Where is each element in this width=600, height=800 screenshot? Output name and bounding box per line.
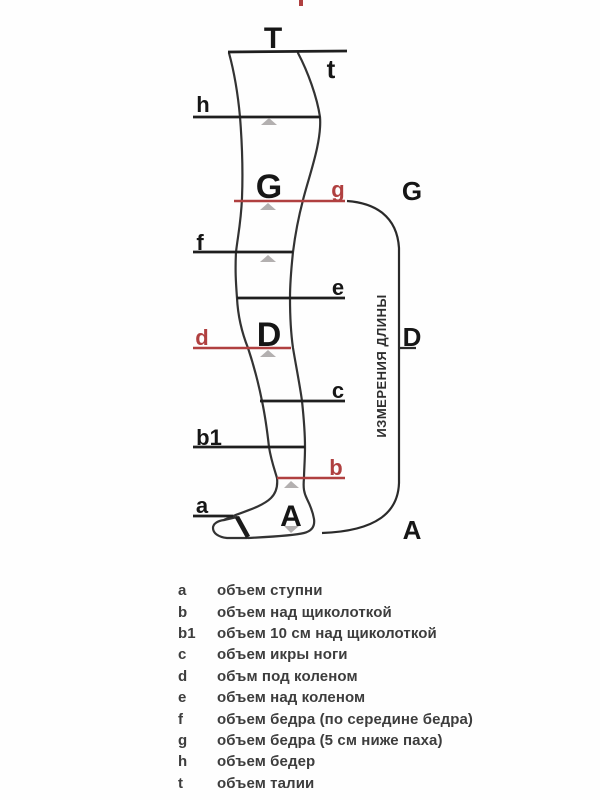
marker-triangle-f <box>260 255 276 262</box>
leg-right-contour <box>248 53 320 538</box>
legend-description: объем над щиколоткой <box>217 603 392 621</box>
legend-row-h <box>0 751 600 772</box>
measurement-legend <box>0 580 600 794</box>
label-t: t <box>326 54 336 84</box>
label-b-red: b <box>329 455 343 480</box>
label-G-right: G <box>401 176 423 206</box>
legend-row-e <box>0 687 600 708</box>
legend-key: e <box>178 689 187 707</box>
toe-cap-wedge <box>237 517 248 537</box>
label-A-right: A <box>402 515 422 545</box>
label-c: c <box>331 378 345 403</box>
legend-key: c <box>178 646 187 664</box>
marker-triangle-h <box>261 118 277 125</box>
legend-description: объм под коленом <box>217 667 358 685</box>
legend-row-c <box>0 644 600 665</box>
label-e: e <box>331 275 345 300</box>
legend-row-t <box>0 773 600 794</box>
legend-key: a <box>178 582 187 600</box>
legend-row-a <box>0 580 600 601</box>
legend-description: объем над коленом <box>217 689 366 707</box>
legend-row-f <box>0 708 600 729</box>
label-A-main: A <box>280 500 302 533</box>
legend-description: объем икры ноги <box>217 646 348 664</box>
legend-description: объем бедер <box>217 753 316 771</box>
legend-key: g <box>178 731 188 749</box>
label-T: T <box>263 22 283 55</box>
cropped-red-text-fragment <box>299 0 303 6</box>
legend-description: объем бедра (по середине бедра) <box>217 710 473 728</box>
marker-triangle-b <box>284 481 299 488</box>
legend-key: b1 <box>178 624 196 642</box>
legend-key: d <box>178 667 188 685</box>
legend-key: b <box>178 603 188 621</box>
legend-row-d <box>0 666 600 687</box>
legend-description: объем талии <box>217 774 315 792</box>
legend-description: объем бедра (5 см ниже паха) <box>217 731 443 749</box>
label-h: h <box>196 92 210 117</box>
legend-description: объем 10 см над щиколоткой <box>217 624 437 642</box>
legend-key: t <box>178 774 184 792</box>
legend-row-g <box>0 730 600 751</box>
legend-key: h <box>178 753 188 771</box>
label-G-main: G <box>255 168 283 206</box>
length-axis-label: ИЗМЕРЕНИЯ ДЛИНЫ <box>374 294 389 438</box>
legend-description: объем ступни <box>217 582 323 600</box>
label-b1: b1 <box>196 425 222 450</box>
label-D-main: D <box>256 316 282 354</box>
legend-row-b1 <box>0 623 600 644</box>
legend-key: f <box>178 710 184 728</box>
label-f: f <box>196 230 204 255</box>
label-g-red: g <box>331 177 345 202</box>
label-d-red: d <box>195 325 209 350</box>
label-a: a <box>195 493 209 518</box>
legend-row-b <box>0 601 600 622</box>
label-D-right: D <box>402 322 422 352</box>
measurement-line-T <box>228 51 347 52</box>
